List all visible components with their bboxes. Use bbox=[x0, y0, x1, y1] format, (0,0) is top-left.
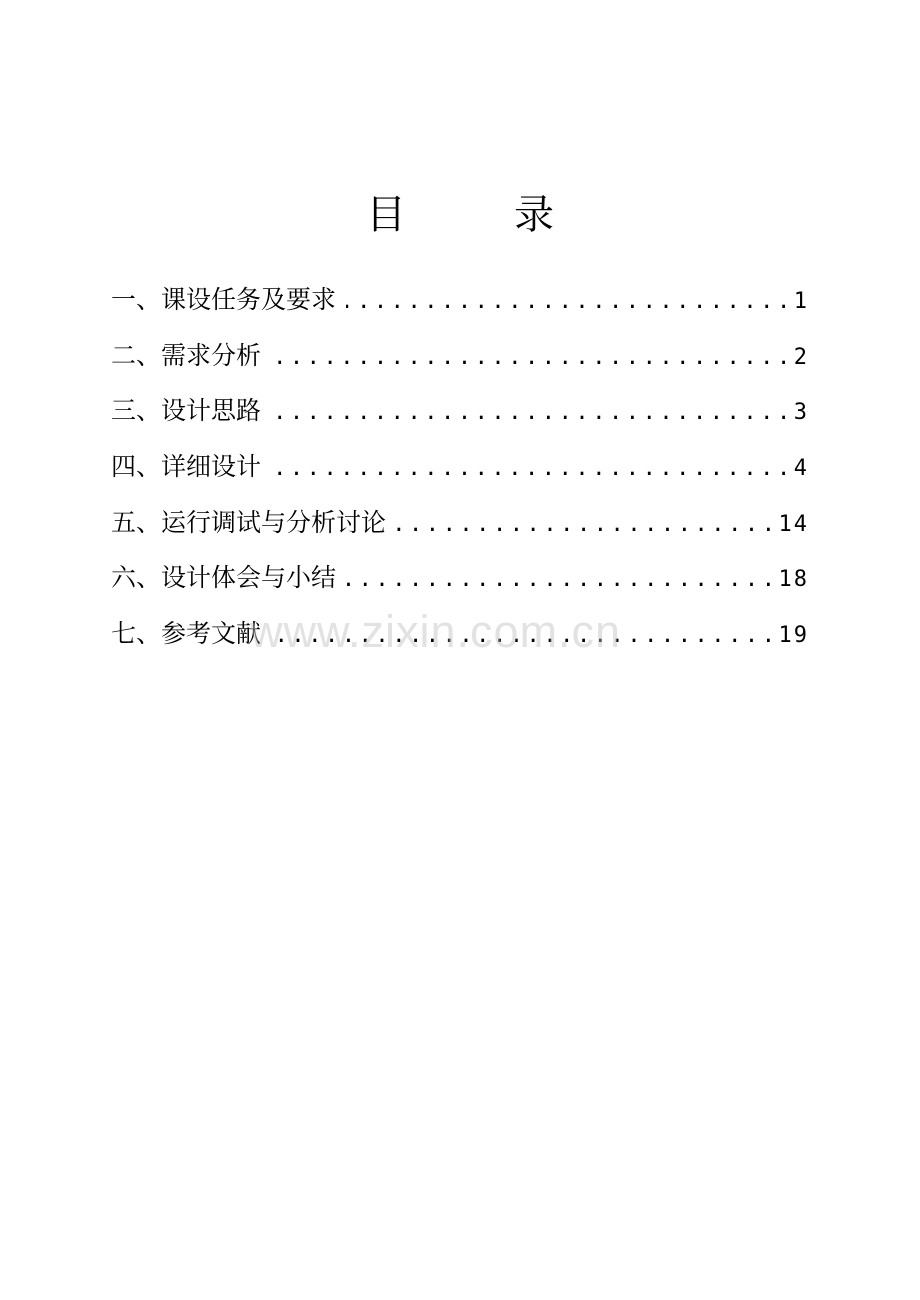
toc-entry-page: 1 bbox=[793, 289, 809, 314]
toc-entry[interactable] bbox=[111, 332, 809, 388]
toc-dot-leader bbox=[271, 389, 794, 437]
toc-entry-label: 六、设计体会与小结 bbox=[111, 563, 337, 593]
toc-dot-leader bbox=[271, 445, 794, 493]
toc-dot-leader bbox=[271, 612, 778, 660]
toc-entry-label: 五、运行调试与分析讨论 bbox=[111, 507, 387, 537]
toc-entry-page: 4 bbox=[793, 456, 809, 482]
toc-dot-leader bbox=[346, 278, 794, 326]
toc-dot-leader bbox=[271, 334, 794, 382]
toc-entry[interactable] bbox=[111, 554, 809, 610]
toc-entry-page: 14 bbox=[778, 511, 809, 537]
toc-entry[interactable] bbox=[111, 499, 809, 555]
toc-entry-label: 七、参考文献 bbox=[111, 619, 262, 649]
toc-entry-label: 三、设计思路 bbox=[111, 396, 262, 426]
toc-entry-page: 2 bbox=[793, 344, 809, 370]
watermark-text: www.zixin.com.cn bbox=[250, 606, 622, 657]
toc-entry-page: 18 bbox=[778, 567, 809, 593]
toc-entry[interactable] bbox=[111, 387, 809, 443]
toc-dot-leader bbox=[396, 501, 778, 549]
toc-entry[interactable] bbox=[111, 610, 809, 666]
toc-entry-label: 一、课设任务及要求 bbox=[111, 285, 337, 314]
toc-entry-page: 19 bbox=[778, 623, 809, 649]
toc-entry[interactable] bbox=[111, 443, 809, 499]
toc-entry[interactable] bbox=[111, 276, 809, 332]
toc-entry-label: 二、需求分析 bbox=[111, 340, 262, 370]
toc-entry-label: 四、详细设计 bbox=[111, 452, 262, 482]
page-title: 目 录 bbox=[366, 191, 588, 238]
table-of-contents bbox=[111, 276, 809, 666]
toc-dot-leader bbox=[346, 556, 778, 604]
toc-entry-page: 3 bbox=[793, 400, 809, 426]
